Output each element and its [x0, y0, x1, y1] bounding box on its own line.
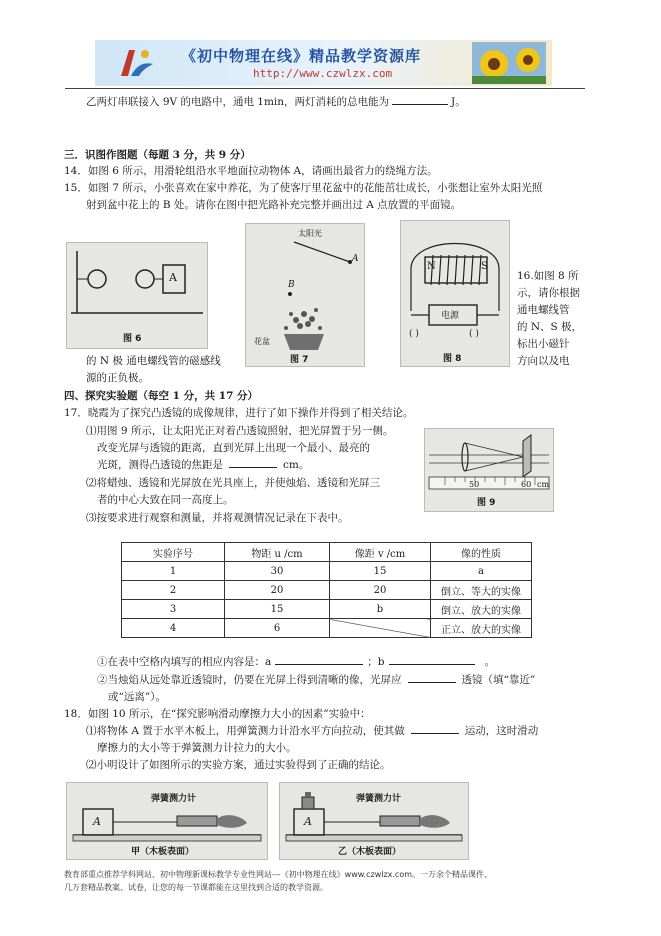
table-cell: 正立、放大的实像 — [431, 619, 532, 638]
table-cell: 20 — [330, 581, 431, 600]
answer-blank — [392, 94, 448, 105]
table-cell: 15 — [225, 600, 330, 619]
table-cell: 4 — [122, 619, 225, 638]
question-17: 17．晓霞为了探究凸透镜的成像规律，进行了如下操作并得到了相关结论。 — [64, 407, 414, 419]
footer-line-1: 教育部重点推荐学科网站、初中物理新课标教学专业性网站---《初中物理在线》www.czwlzx.com。一万余个精品课件、 — [64, 870, 493, 879]
figure-9-caption: 图 9 — [477, 498, 496, 508]
spring-scale-label: 弹簧测力计 — [151, 794, 197, 804]
figure-10-b-caption: 乙（木板表面） — [338, 847, 402, 857]
q18-part1-line2: 摩擦力的大小等于弹簧测力计拉力的大小。 — [97, 742, 297, 754]
point-b-label: B — [288, 280, 295, 290]
site-logo-icon — [115, 46, 155, 80]
blank-a — [275, 654, 363, 665]
table-row — [122, 600, 532, 619]
table-cell: 2 — [122, 581, 225, 600]
q16-right-2: 示，请你根据 — [517, 287, 580, 299]
table-cell: 3 — [122, 600, 225, 619]
table-header-row — [122, 543, 532, 562]
figure-6-caption: 图 6 — [123, 334, 142, 344]
q18-part2: ⑵小明设计了如图所示的实验方案，通过实验得到了正确的结论。 — [86, 759, 391, 771]
question-14: 14．如图 6 所示，用滑轮组沿水平地面拉动物体 A，请画出最省力的绕绳方法。 — [64, 165, 438, 177]
figure-7-caption: 图 7 — [290, 355, 309, 365]
q17-part1-line1: ⑴用图 9 所示，让太阳光正对着凸透镜照射，把光屏置于另一侧。 — [86, 425, 394, 437]
table-cell: 20 — [225, 581, 330, 600]
footer-line-2: 几万套精品教案、试卷，让您的每一节课都能在这里找到合适的教学资源。 — [64, 883, 328, 892]
q17-part2-line1: ⑵将蜡烛、透镜和光屏放在光具座上，并使烛焰、透镜和光屏三 — [86, 477, 380, 489]
blank-b — [389, 654, 475, 665]
table-cell: b — [330, 600, 431, 619]
q17-conclusion-1: ①在表中空格内填写的相应内容是：a ；b 。 — [97, 656, 495, 668]
section-3-heading: 三．识图作图题（每题 3 分，共 9 分） — [64, 149, 251, 161]
solenoid-diagram — [401, 221, 509, 366]
question-15-line1: 15．如图 7 所示，小张喜欢在家中养花，为了使客厅里花盆中的花能茁壮成长，小张想让室外太阳光照 — [64, 182, 543, 194]
q16-left-1: 的 N 极 通电螺线管的磁感线 — [86, 355, 221, 367]
table-header: 实验序号 — [122, 543, 225, 562]
figure-10-a — [66, 782, 268, 860]
header-url[interactable]: http://www.czwlzx.com — [253, 67, 393, 80]
table-row — [122, 562, 532, 581]
table-row — [122, 619, 532, 638]
power-source-label: 电源 — [441, 311, 460, 321]
blank-direction — [408, 672, 456, 683]
table-row — [122, 581, 532, 600]
section-4-heading: 四、探究实验题（每空 1 分，共 17 分） — [64, 390, 259, 402]
figure-8-caption: 图 8 — [443, 354, 462, 364]
q18-part1-line1: ⑴将物体 A 置于水平木板上，用弹簧测力计沿水平方向拉动，使其做 运动，这时滑动 — [86, 725, 539, 737]
block-a-label: A — [93, 815, 101, 828]
q16-right-6: 方向以及电 — [517, 355, 570, 367]
header-title: 《初中物理在线》精品教学资源库 — [181, 47, 422, 65]
q16-right-1: 16.如图 8 所 — [517, 270, 579, 282]
q17-part1-line2: 改变光屏与透镜的距离，直到光屏上出现一个最小、最亮的 — [97, 442, 370, 454]
table-cell: 30 — [225, 562, 330, 581]
figure-7 — [245, 223, 365, 367]
q16-left-2: 源的正负极。 — [86, 372, 149, 384]
table-cell-empty — [330, 619, 431, 638]
figure-9 — [424, 428, 554, 512]
motion-blank — [411, 723, 459, 734]
sunlight-label: 太阳光 — [298, 229, 322, 238]
figure-10-b — [279, 782, 469, 860]
figure-6 — [66, 242, 208, 349]
q17-conclusion-2-end: 或“远离”）。 — [108, 691, 166, 703]
flowerpot-label: 花盆 — [254, 337, 270, 346]
header-banner — [95, 40, 552, 86]
table-cell: 6 — [225, 619, 330, 638]
q17-part3: ⑶按要求进行观察和测量，并将观测情况记录在下表中。 — [86, 512, 349, 524]
south-pole-label: S — [481, 261, 488, 272]
sunflower-icon — [472, 42, 546, 84]
ruler-50-label: 50 — [469, 480, 480, 489]
q16-right-5: 标出小磁针 — [517, 338, 570, 350]
point-a-label: A — [352, 254, 359, 264]
ruler-unit-label: cm — [537, 480, 550, 489]
table-header: 像的性质 — [431, 543, 532, 562]
focal-length-blank — [229, 457, 277, 468]
experiment-table — [121, 542, 532, 638]
table-header: 像距 v /cm — [330, 543, 431, 562]
ruler-60-label: 60 — [521, 480, 532, 489]
q17-conclusion-2: ②当烛焰从远处靠近透镜时，仍要在光屏上得到清晰的像，光屏应 透镜（填“靠近” — [97, 674, 536, 686]
block-a-label: A — [169, 271, 177, 284]
block-a-label: A — [304, 815, 312, 828]
table-cell: 倒立、放大的实像 — [431, 600, 532, 619]
question-18: 18．如图 10 所示，在“探究影响滑动摩擦力大小的因素”实验中： — [64, 708, 371, 720]
q17-part2-line2: 者的中心大致在同一高度上。 — [97, 494, 234, 506]
table-cell: a — [431, 562, 532, 581]
question-15-line2: 射到盆中花上的 B 处。请你在图中把光路补充完整并画出过 A 点放置的平面镜。 — [86, 199, 462, 211]
north-pole-label: N — [427, 261, 436, 272]
q17-part1-line3: 光斑，测得凸透镜的焦距是 cm。 — [97, 459, 310, 471]
figure-8 — [400, 220, 510, 367]
figure-10-a-caption: 甲（木板表面） — [131, 847, 195, 857]
table-cell: 15 — [330, 562, 431, 581]
spring-scale-label: 弹簧测力计 — [356, 794, 402, 804]
right-terminal-blank: ( ) — [469, 329, 479, 339]
table-cell: 1 — [122, 562, 225, 581]
header-rule — [65, 88, 585, 89]
table-cell: 倒立、等大的实像 — [431, 581, 532, 600]
q16-right-4: 的 N、S 极， — [517, 321, 583, 333]
table-header: 物距 u /cm — [225, 543, 330, 562]
q16-right-3: 通电螺线管 — [517, 304, 570, 316]
q13-tail: 乙两灯串联接入 9V 的电路中，通电 1min，两灯消耗的总电能为 J。 — [86, 96, 466, 108]
left-terminal-blank: ( ) — [409, 329, 419, 339]
